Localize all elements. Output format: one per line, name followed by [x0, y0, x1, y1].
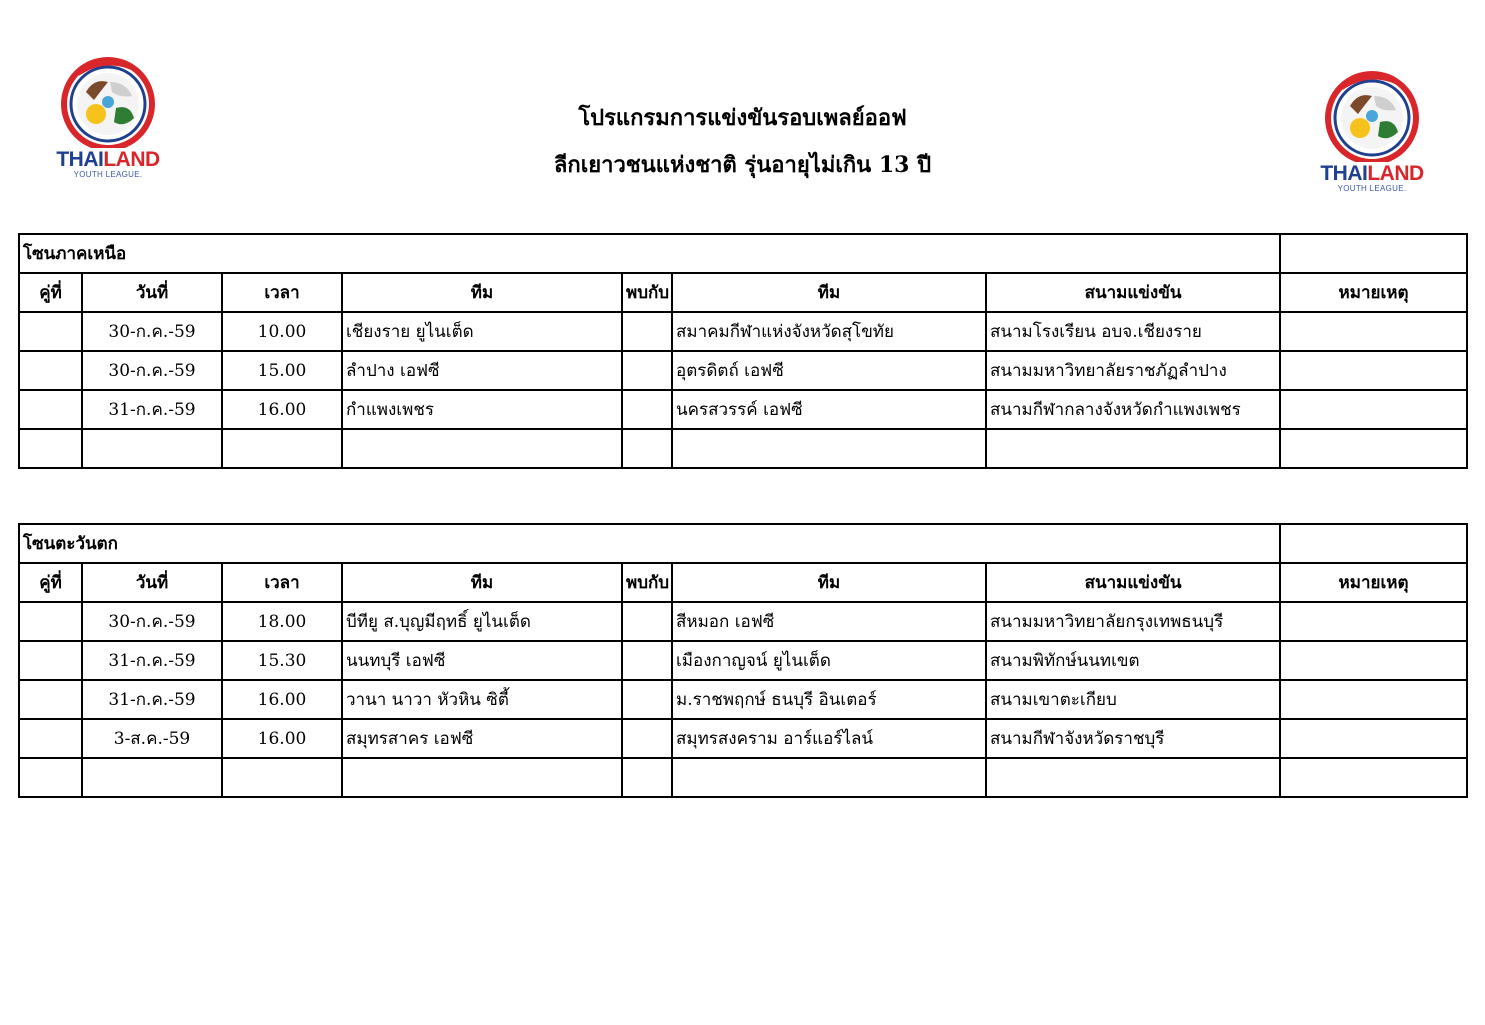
page-title: โปรแกรมการแข่งขันรอบเพลย์ออฟ	[578, 105, 907, 131]
zone-name-row	[19, 234, 1467, 273]
cell-date: 30-ก.ค.-59	[82, 351, 222, 390]
zone-name-note-cell	[1280, 234, 1467, 273]
cell-time: 10.00	[222, 312, 342, 351]
table-row	[19, 641, 1467, 680]
empty-row	[19, 429, 1467, 468]
cell-note	[1280, 641, 1467, 680]
cell-date: 31-ก.ค.-59	[82, 680, 222, 719]
zone-name-row	[19, 524, 1467, 563]
table-row	[19, 312, 1467, 351]
cell-venue: สนามมหาวิทยาลัยกรุงเทพธนบุรี	[986, 602, 1280, 641]
cell-time: 15.30	[222, 641, 342, 680]
cell-venue: สนามกีฬากลางจังหวัดกำแพงเพชร	[986, 390, 1280, 429]
table-row	[19, 719, 1467, 758]
cell-away-team: นครสวรรค์ เอฟซี	[672, 390, 986, 429]
column-header-date: วันที่	[82, 273, 222, 312]
cell-pair	[19, 680, 82, 719]
column-header-time: เวลา	[222, 563, 342, 602]
table-row	[19, 680, 1467, 719]
column-header-venue: สนามแข่งขัน	[986, 563, 1280, 602]
zone-name: โซนตะวันตก	[19, 524, 1280, 563]
cell-vs	[622, 312, 672, 351]
cell-time: 16.00	[222, 390, 342, 429]
cell-vs	[622, 680, 672, 719]
cell-home-team: สมุทรสาคร เอฟซี	[342, 719, 622, 758]
cell-time: 15.00	[222, 351, 342, 390]
cell-away-team: สีหมอก เอฟซี	[672, 602, 986, 641]
cell-pair	[19, 641, 82, 680]
cell-vs	[622, 719, 672, 758]
empty-cell-venue	[986, 429, 1280, 468]
column-header-venue: สนามแข่งขัน	[986, 273, 1280, 312]
table-row	[19, 602, 1467, 641]
cell-date: 31-ก.ค.-59	[82, 390, 222, 429]
cell-pair	[19, 719, 82, 758]
cell-time: 16.00	[222, 680, 342, 719]
table-row	[19, 390, 1467, 429]
cell-venue: สนามโรงเรียน อบจ.เชียงราย	[986, 312, 1280, 351]
column-header-note: หมายเหตุ	[1280, 273, 1467, 312]
empty-cell-time	[222, 429, 342, 468]
column-header-away-team: ทีม	[672, 273, 986, 312]
empty-cell-pair	[19, 758, 82, 797]
cell-date: 30-ก.ค.-59	[82, 602, 222, 641]
cell-home-team: บีทียู ส.บุญมีฤทธิ์ ยูไนเต็ด	[342, 602, 622, 641]
cell-pair	[19, 390, 82, 429]
cell-home-team: เชียงราย ยูไนเต็ด	[342, 312, 622, 351]
cell-venue: สนามกีฬาจังหวัดราชบุรี	[986, 719, 1280, 758]
empty-cell-venue	[986, 758, 1280, 797]
column-header-pair: คู่ที่	[19, 273, 82, 312]
column-header-home-team: ทีม	[342, 273, 622, 312]
cell-note	[1280, 602, 1467, 641]
table-header-row	[19, 273, 1467, 312]
logo-subtext: YOUTH LEAGUE.	[1337, 184, 1407, 193]
empty-cell-home-team	[342, 429, 622, 468]
empty-cell-pair	[19, 429, 82, 468]
empty-cell-away-team	[672, 429, 986, 468]
cell-vs	[622, 602, 672, 641]
column-header-time: เวลา	[222, 273, 342, 312]
cell-note	[1280, 390, 1467, 429]
cell-date: 3-ส.ค.-59	[82, 719, 222, 758]
empty-cell-away-team	[672, 758, 986, 797]
zone-table-west	[18, 523, 1468, 798]
cell-pair	[19, 602, 82, 641]
logo-brand-part2: LAND	[103, 148, 160, 171]
empty-cell-home-team	[342, 758, 622, 797]
cell-note	[1280, 719, 1467, 758]
empty-cell-date	[82, 758, 222, 797]
empty-cell-vs	[622, 758, 672, 797]
logo-brand-part1: THAI	[56, 148, 104, 171]
cell-away-team: ม.ราชพฤกษ์ ธนบุรี อินเตอร์	[672, 680, 986, 719]
logo-subtext: YOUTH LEAGUE.	[73, 170, 143, 179]
cell-vs	[622, 351, 672, 390]
cell-venue: สนามมหาวิทยาลัยราชภัฏลำปาง	[986, 351, 1280, 390]
page-subtitle: ลีกเยาวชนแห่งชาติ รุ่นอายุไม่เกิน 13 ปี	[553, 152, 932, 178]
column-header-away-team: ทีม	[672, 563, 986, 602]
table-row	[19, 351, 1467, 390]
cell-venue: สนามพิทักษ์นนทเขต	[986, 641, 1280, 680]
zone-name: โซนภาคเหนือ	[19, 234, 1280, 273]
cell-home-team: นนทบุรี เอฟซี	[342, 641, 622, 680]
cell-away-team: อุตรดิตถ์ เอฟซี	[672, 351, 986, 390]
logo-brand-part2: LAND	[1367, 162, 1424, 185]
column-header-vs: พบกับ	[622, 563, 672, 602]
cell-pair	[19, 312, 82, 351]
empty-cell-date	[82, 429, 222, 468]
cell-home-team: ลำปาง เอฟซี	[342, 351, 622, 390]
cell-time: 16.00	[222, 719, 342, 758]
cell-venue: สนามเขาตะเกียบ	[986, 680, 1280, 719]
cell-pair	[19, 351, 82, 390]
cell-note	[1280, 680, 1467, 719]
cell-home-team: กำแพงเพชร	[342, 390, 622, 429]
zone-table-north	[18, 233, 1468, 469]
cell-vs	[622, 390, 672, 429]
cell-away-team: สมุทรสงคราม อาร์แอร์ไลน์	[672, 719, 986, 758]
empty-row	[19, 758, 1467, 797]
cell-date: 31-ก.ค.-59	[82, 641, 222, 680]
table-header-row	[19, 563, 1467, 602]
column-header-vs: พบกับ	[622, 273, 672, 312]
cell-date: 30-ก.ค.-59	[82, 312, 222, 351]
cell-time: 18.00	[222, 602, 342, 641]
cell-note	[1280, 351, 1467, 390]
empty-cell-note	[1280, 758, 1467, 797]
column-header-pair: คู่ที่	[19, 563, 82, 602]
cell-note	[1280, 312, 1467, 351]
cell-vs	[622, 641, 672, 680]
empty-cell-time	[222, 758, 342, 797]
cell-away-team: สมาคมกีฬาแห่งจังหวัดสุโขทัย	[672, 312, 986, 351]
empty-cell-note	[1280, 429, 1467, 468]
column-header-home-team: ทีม	[342, 563, 622, 602]
zone-name-note-cell	[1280, 524, 1467, 563]
empty-cell-vs	[622, 429, 672, 468]
logo-brand-part1: THAI	[1320, 162, 1368, 185]
cell-home-team: วานา นาวา หัวหิน ซิตี้	[342, 680, 622, 719]
column-header-note: หมายเหตุ	[1280, 563, 1467, 602]
column-header-date: วันที่	[82, 563, 222, 602]
cell-away-team: เมืองกาญจน์ ยูไนเต็ด	[672, 641, 986, 680]
